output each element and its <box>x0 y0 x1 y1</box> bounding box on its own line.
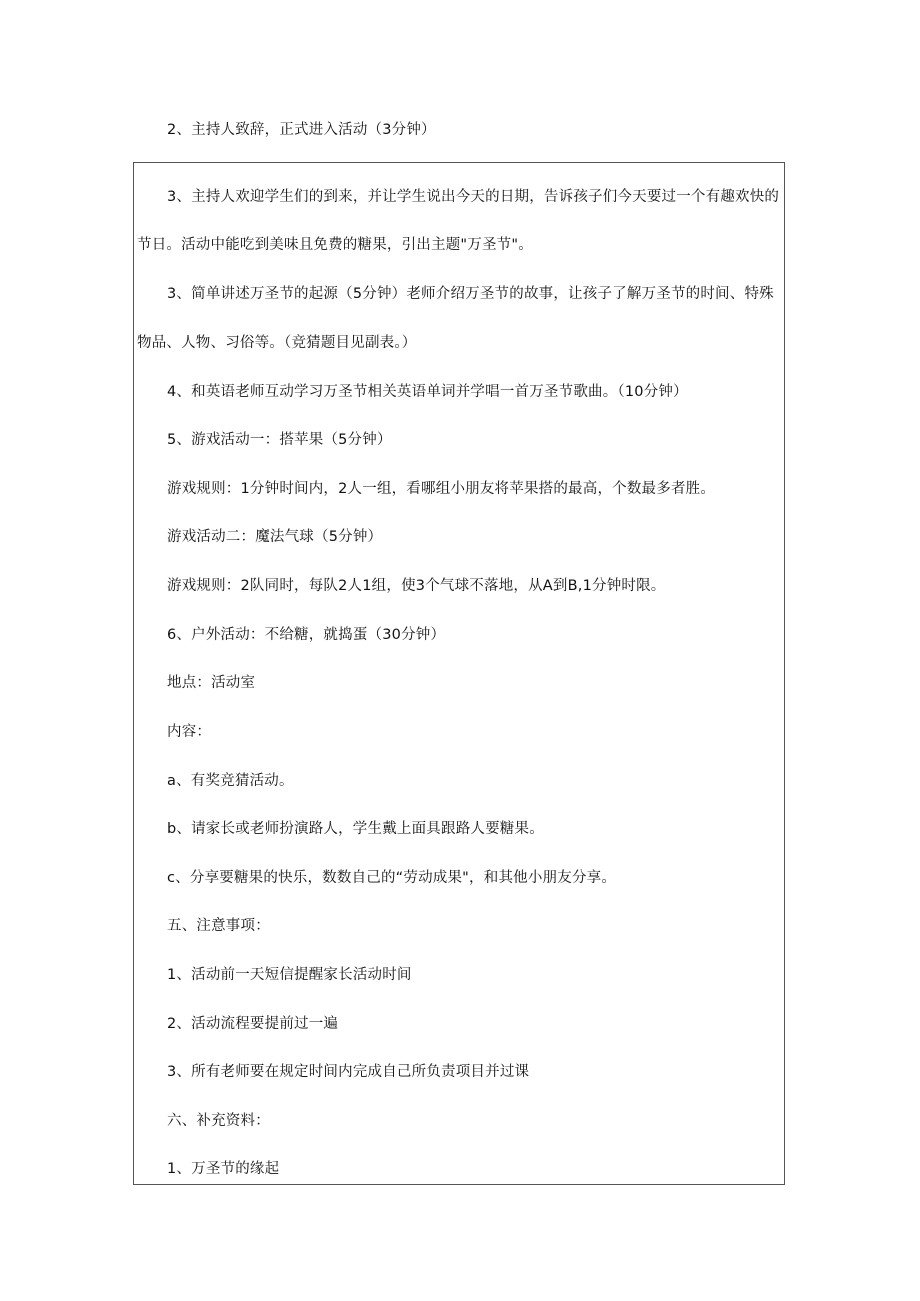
paragraph-line: b、请家长或老师扮演路人，学生戴上面具跟路人要糖果。 <box>167 821 544 837</box>
paragraph-line: 物品、人物、习俗等。（竞猜题目见副表。） <box>137 335 417 351</box>
paragraph-line: c、分享要糖果的快乐，数数自己的“劳动成果"，和其他小朋友分享。 <box>167 870 617 886</box>
paragraph-line: 4、和英语老师互动学习万圣节相关英语单词并学唱一首万圣节歌曲。（10分钟） <box>167 384 688 400</box>
paragraph-line: 节日。活动中能吃到美味且免费的糖果，引出主题"万圣节"。 <box>137 237 533 253</box>
paragraph-line: 1、活动前一天短信提醒家长活动时间 <box>167 967 412 983</box>
paragraph-line: 六、补充资料： <box>167 1113 270 1129</box>
paragraph-line: 1、万圣节的缘起 <box>167 1161 280 1177</box>
paragraph-line: 游戏规则：1分钟时间内，2人一组，看哪组小朋友将苹果搭的最高，个数最多者胜。 <box>167 481 716 497</box>
paragraph-line: 五、注意事项： <box>167 918 270 934</box>
content-box <box>133 162 785 1185</box>
paragraph-line: 3、主持人欢迎学生们的到来，并让学生说出今天的日期，告诉孩子们今天要过一个有趣欢快的 <box>167 189 780 205</box>
paragraph-line: 内容： <box>167 724 212 740</box>
pre-box-line: 2、主持人致辞，正式进入活动（3分钟） <box>167 122 436 138</box>
paragraph-line: 5、游戏活动一：搭苹果（5分钟） <box>167 432 392 448</box>
paragraph-line: 游戏规则：2队同时，每队2人1组，使3个气球不落地，从A到B,1分钟时限。 <box>167 578 666 594</box>
paragraph-line: a、有奖竞猜活动。 <box>167 773 294 789</box>
paragraph-line: 地点：活动室 <box>167 675 256 691</box>
paragraph-line: 3、所有老师要在规定时间内完成自己所负责项目并过课 <box>167 1064 530 1080</box>
paragraph-line: 3、简单讲述万圣节的起源（5分钟）老师介绍万圣节的故事，让孩子了解万圣节的时间、特殊 <box>167 286 774 302</box>
paragraph-line: 6、户外活动：不给糖，就捣蛋（30分钟） <box>167 627 446 643</box>
paragraph-line: 2、活动流程要提前过一遍 <box>167 1016 339 1032</box>
paragraph-line: 游戏活动二：魔法气球（5分钟） <box>167 529 383 545</box>
